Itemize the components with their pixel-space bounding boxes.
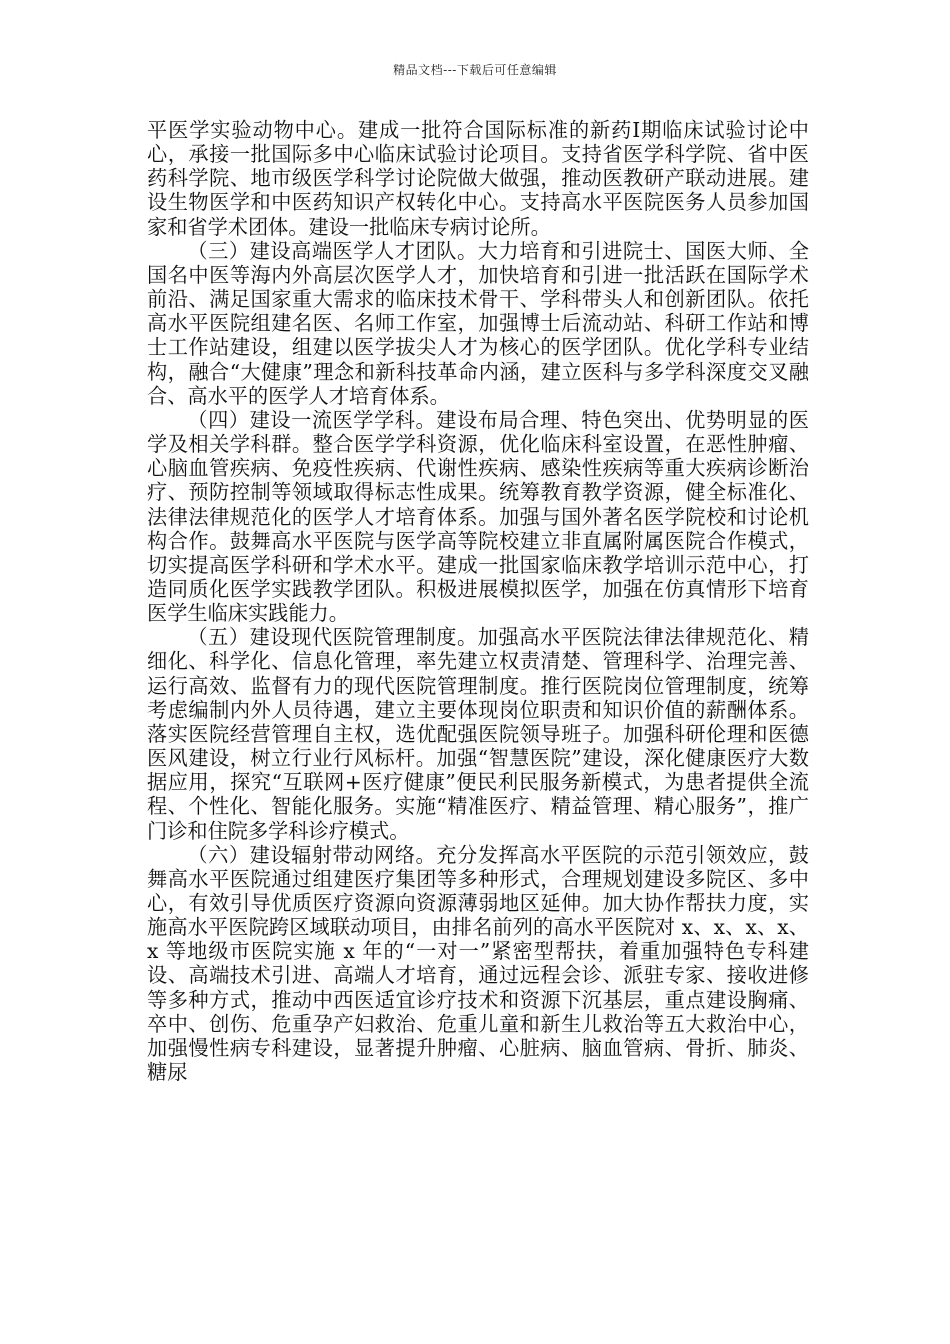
document-body	[147, 118, 809, 1084]
paragraph-section-6: （六）建设辐射带动网络。充分发挥高水平医院的示范引领效应，鼓舞高水平医院通过组建医疗集团等多种形式，合理规划建设多院区、多中心，有效引导优质医疗资源向资源薄弱地区延伸。加大协作帮扶力度，实施高水平医院跨区域联动项目，由排名前列的高水平医院对 x、x、x、x、x 等地级市医院实施 x 年的“一对一”紧密型帮扶，着重加强特色专科建设、高端技术引进、高端人才培育，通过远程会诊、派驻专家、接收进修等多种方式，推动中西医适宜诊疗技术和资源下沉基层，重点建设胸痛、卒中、创伤、危重孕产妇救治、危重儿童和新生儿救治等五大救治中心，加强慢性病专科建设，显著提升肿瘤、心脏病、脑血管病、骨折、肺炎、糖尿	[147, 842, 809, 1085]
paragraph-continuation: 平医学实验动物中心。建成一批符合国际标准的新药Ⅰ期临床试验讨论中心，承接一批国际多中心临床试验讨论项目。支持省医学科学院、省中医药科学院、地市级医学科学讨论院做大做强，推动医教研产联动进展。建设生物医学和中医药知识产权转化中心。支持高水平医院医务人员参加国家和省学术团体。建设一批临床专病讨论所。	[147, 118, 809, 239]
paragraph-section-5: （五）建设现代医院管理制度。加强高水平医院法律法律规范化、精细化、科学化、信息化管理，率先建立权责清楚、管理科学、治理完善、运行高效、监督有力的现代医院管理制度。推行医院岗位管理制度，统筹考虑编制内外人员待遇，建立主要体现岗位职责和知识价值的薪酬体系。落实医院经营管理自主权，选优配强医院领导班子。加强科研伦理和医德医风建设，树立行业行风标杆。加强“智慧医院”建设，深化健康医疗大数据应用，探究“互联网+医疗健康”便民利民服务新模式，为患者提供全流程、个性化、智能化服务。实施“精准医疗、精益管理、精心服务”，推广门诊和住院多学科诊疗模式。	[147, 625, 809, 843]
paragraph-section-3: （三）建设高端医学人才团队。大力培育和引进院士、国医大师、全国名中医等海内外高层次医学人才，加快培育和引进一批活跃在国际学术前沿、满足国家重大需求的临床技术骨干、学科带头人和创新团队。依托高水平医院组建名医、名师工作室，加强博士后流动站、科研工作站和博士工作站建设，组建以医学拔尖人才为核心的医学团队。优化学科专业结构，融合“大健康”理念和新科技革命内涵，建立医科与多学科深度交叉融合、高水平的医学人才培育体系。	[147, 238, 809, 408]
paragraph-section-4: （四）建设一流医学学科。建设布局合理、特色突出、优势明显的医学及相关学科群。整合医学学科资源，优化临床科室设置，在恶性肿瘤、心脑血管疾病、免疫性疾病、代谢性疾病、感染性疾病等重大疾病诊断治疗、预防控制等领域取得标志性成果。统筹教育教学资源，健全标准化、法律法律规范化的医学人才培育体系。加强与国外著名医学院校和讨论机构合作。鼓舞高水平医院与医学高等院校建立非直属附属医院合作模式，切实提高医学科研和学术水平。建成一批国家临床教学培训示范中心，打造同质化医学实践教学团队。积极进展模拟医学，加强在仿真情形下培育医学生临床实践能力。	[147, 407, 809, 626]
page-header: 精品文档---下载后可任意编辑	[393, 63, 557, 77]
